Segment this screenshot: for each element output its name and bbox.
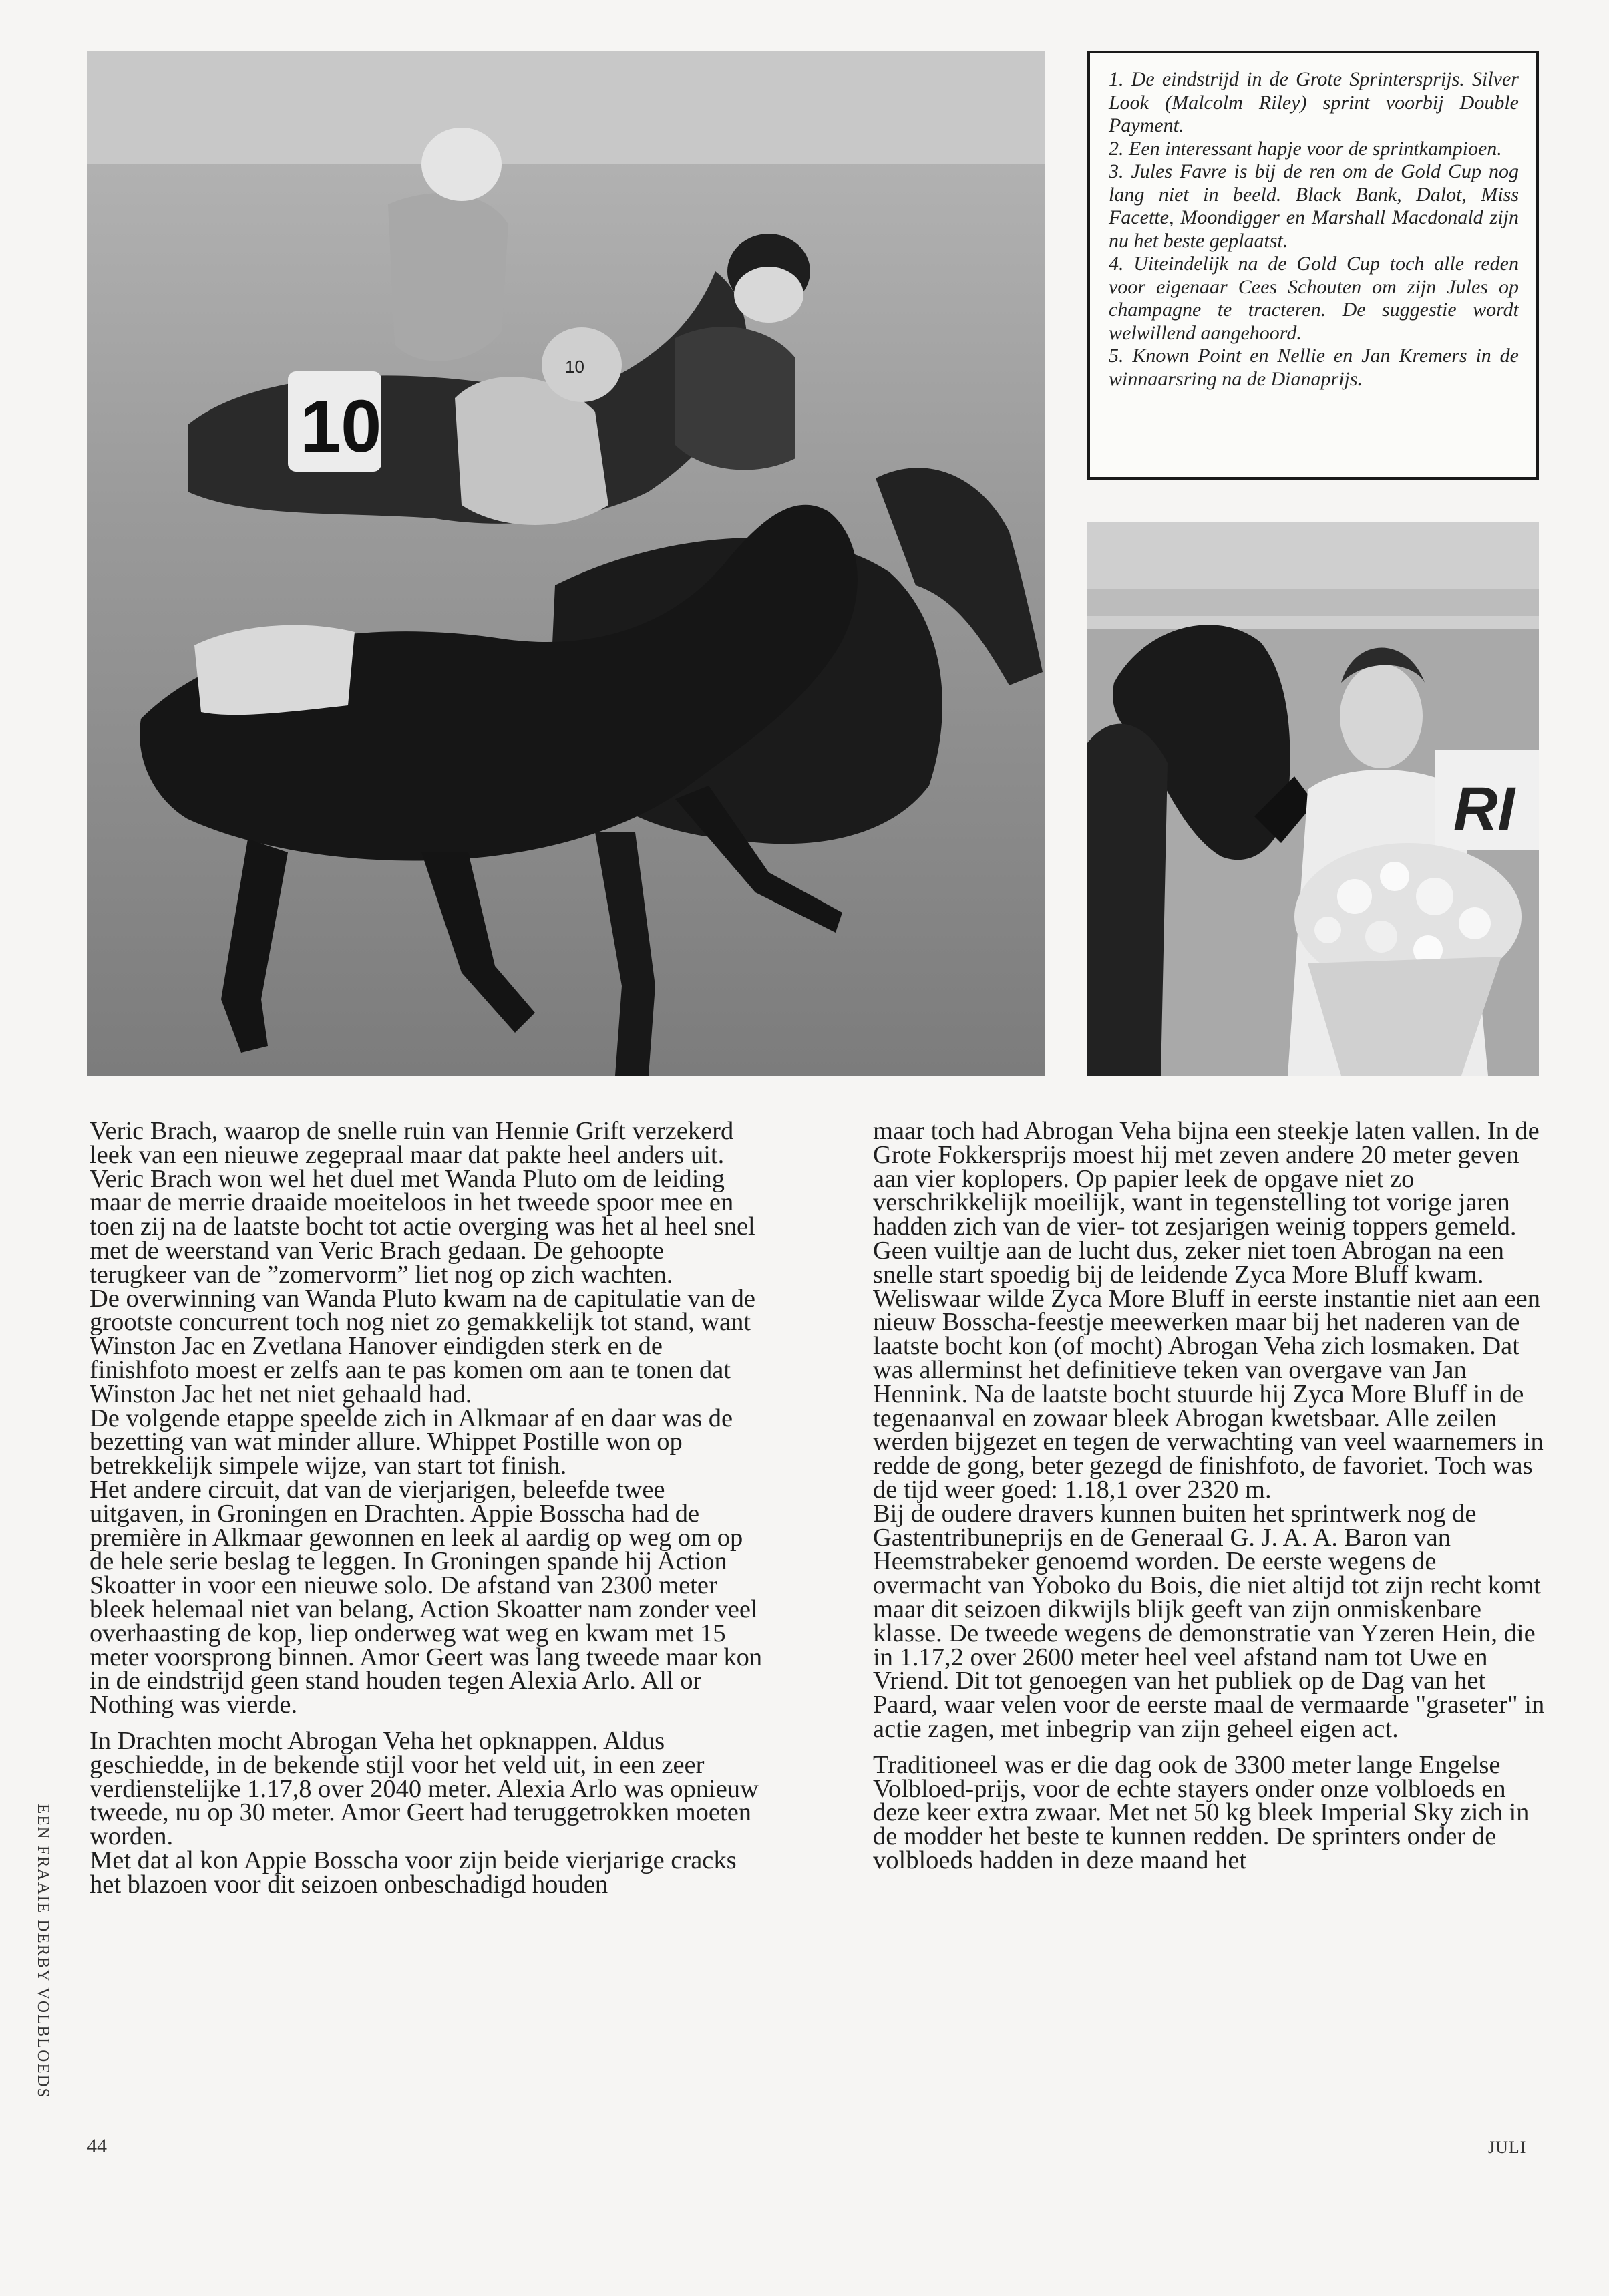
page-number: 44 [87, 2135, 107, 2157]
caption-4: 4. Uiteindelijk na de Gold Cup toch alle reden voor eigenaar Cees Schouten om zijn Jules op champagne te tracteren. De suggestie wordt welwillend aangehoord. [1109, 253, 1519, 344]
paragraph: De volgende etappe speelde zich in Alkmaar af en daar was de bezetting van wat minder allure. Whippet Postille won op betrekkelijk simpele wijze, van start tot finish. [90, 1404, 733, 1480]
paragraph: Bij de oudere dravers kunnen buiten het sprintwerk nog de Gastentribuneprijs en de Generaal G. J. A. A. Baron van Heemstrabeker genoemd worden. De eerste wegens de overmacht van Yoboko du Bois, die niet altijd tot zijn recht komt maar dit seizoen dikwijls blijk geeft van zijn onmiskenbare klasse. De tweede wegens de demonstratie van Yzeren Hein, die in 1.17,2 over 2600 meter heel veel afstand nam tot Uwe en Vriend. Dit tot genoegen van het publiek op de Dag van het Paard, waar velen voor de eerste maal de vermaarde "graseter" in actie zagen, met inbegrip van zijn geheel eigen act. [873, 1499, 1545, 1743]
paragraph: Traditioneel was er die dag ook de 3300 meter lange Engelse Volbloed-prijs, voor de echte stayers onder onze volbloeds en deze keer extra zwaar. Met net 50 kg bleek Imperial Sky zich in de modder het beste te kunnen redden. De sprinters onder de volbloeds hadden in deze maand het [873, 1750, 1530, 1874]
winners-ring-photo [1087, 522, 1539, 1076]
paragraph: Met dat al kon Appie Bosscha voor zijn beide vierjarige cracks het blazoen voor dit seizoen onbeschadigd houden [90, 1846, 737, 1899]
paragraph: De overwinning van Wanda Pluto kwam na de capitulatie van de grootste concurrent toch nog niet zo gemakkelijk tot stand, want Winston Jac en Zvetlana Hanover eindigden sterk en de finishfoto moest er zelfs aan te pas komen om aan te tonen dat Winston Jac het net niet gehaald had. [90, 1284, 755, 1408]
paragraph: In Drachten mocht Abrogan Veha het opknappen. Aldus geschiedde, in de bekende stijl voor het veld uit, in een zeer verdienstelijke 1.17,8 over 2040 meter. Alexia Arlo was opnieuw tweede, nu op 30 meter. Amor Geert had teruggetrokken moeten worden. [90, 1726, 759, 1851]
paragraph: Het andere circuit, dat van de vierjarigen, beleefde twee uitgaven, in Groningen en Drachten. Appie Bosscha had de première in Alkmaar gewonnen en leek al aardig op weg om op de hele serie beslag te leggen. In Groningen spande hij Action Skoatter in voor een nieuwe solo. De afstand van 2300 meter bleek helemaal niet van belang, Action Skoatter nam zonder veel overhaasting de kop, liep onderweg wat weg en kwam met 15 meter voorsprong binnen. Amor Geert was lang tweede maar kon in de eindstrijd geen stand houden tegen Alexia Arlo. All or Nothing was vierde. [90, 1475, 763, 1719]
photo-captions [1087, 51, 1539, 480]
paragraph: maar toch had Abrogan Veha bijna een steekje laten vallen. In de Grote Fokkersprijs moest hij met zeven andere 20 meter geven aan vier koplopers. Op papier leek de opgave niet zo verschrikkelijk moeilijk, want in tegenstelling tot vorige jaren hadden zich van de vier- tot zesjarigen weinig toppers gemeld. Geen vuiltje aan de lucht dus, zeker niet toen Abrogan na een snelle start spoedig bij de leidende Zyca More Bluff kwam. Weliswaar wilde Zyca More Bluff in eerste instantie niet aan een nieuw Bosscha-feestje meewerken maar bij het naderen van de laatste bocht kon (of mocht) Abrogan Veha zich losmaken. Dat was allerminst het definitieve teken van overgave van Jan Hennink. Na de laatste bocht stuurde hij Zyca More Bluff in de tegenaanval en zowaar bleek Abrogan kwetsbaar. Alle zeilen werden bijgezet en tegen de verwachting van veel waarnemers in redde de gong, beter gezegd de finishfoto, de favoriet. Toch was de tijd weer goed: 1.18,1 over 2320 m. [873, 1120, 1544, 1504]
caption-3: 3. Jules Favre is bij de ren om de Gold Cup nog lang niet in beeld. Black Bank, Dalot, Miss Facette, Moondigger en Marshall Macdonald zijn nu het beste geplaatst. [1109, 160, 1519, 252]
issue-month: JULI [1488, 2138, 1527, 2157]
caption-5: 5. Known Point en Nellie en Jan Kremers in de winnaarsring na de Dianaprijs. [1109, 345, 1519, 390]
running-title: EEN FRAAIE DERBY VOLBLOEDS [34, 1804, 52, 2099]
article-column-left [90, 1120, 763, 2108]
cap-number: 10 [565, 357, 584, 377]
article-column-right [873, 1120, 1546, 2108]
banner-text: RI [1453, 775, 1515, 843]
race-photo [87, 51, 1045, 1076]
saddle-number: 10 [300, 385, 382, 468]
caption-1: 1. De eindstrijd in de Grote Sprintersprijs. Silver Look (Malcolm Riley) sprint voorbij Double Payment. [1109, 68, 1519, 136]
caption-2: 2. Een interessant hapje voor de sprintkampioen. [1109, 137, 1502, 160]
paragraph: Veric Brach, waarop de snelle ruin van Hennie Grift verzekerd leek van een nieuwe zegepraal maar dat pakte heel anders uit. Veric Brach won wel het duel met Wanda Pluto om de leiding maar de merrie draaide moeiteloos in het tweede spoor mee en toen zij na de laatste bocht tot actie overging was het al heel snel met de weerstand van Veric Brach gedaan. De gehoopte terugkeer van de ”zomervorm” liet nog op zich wachten. [90, 1120, 755, 1289]
